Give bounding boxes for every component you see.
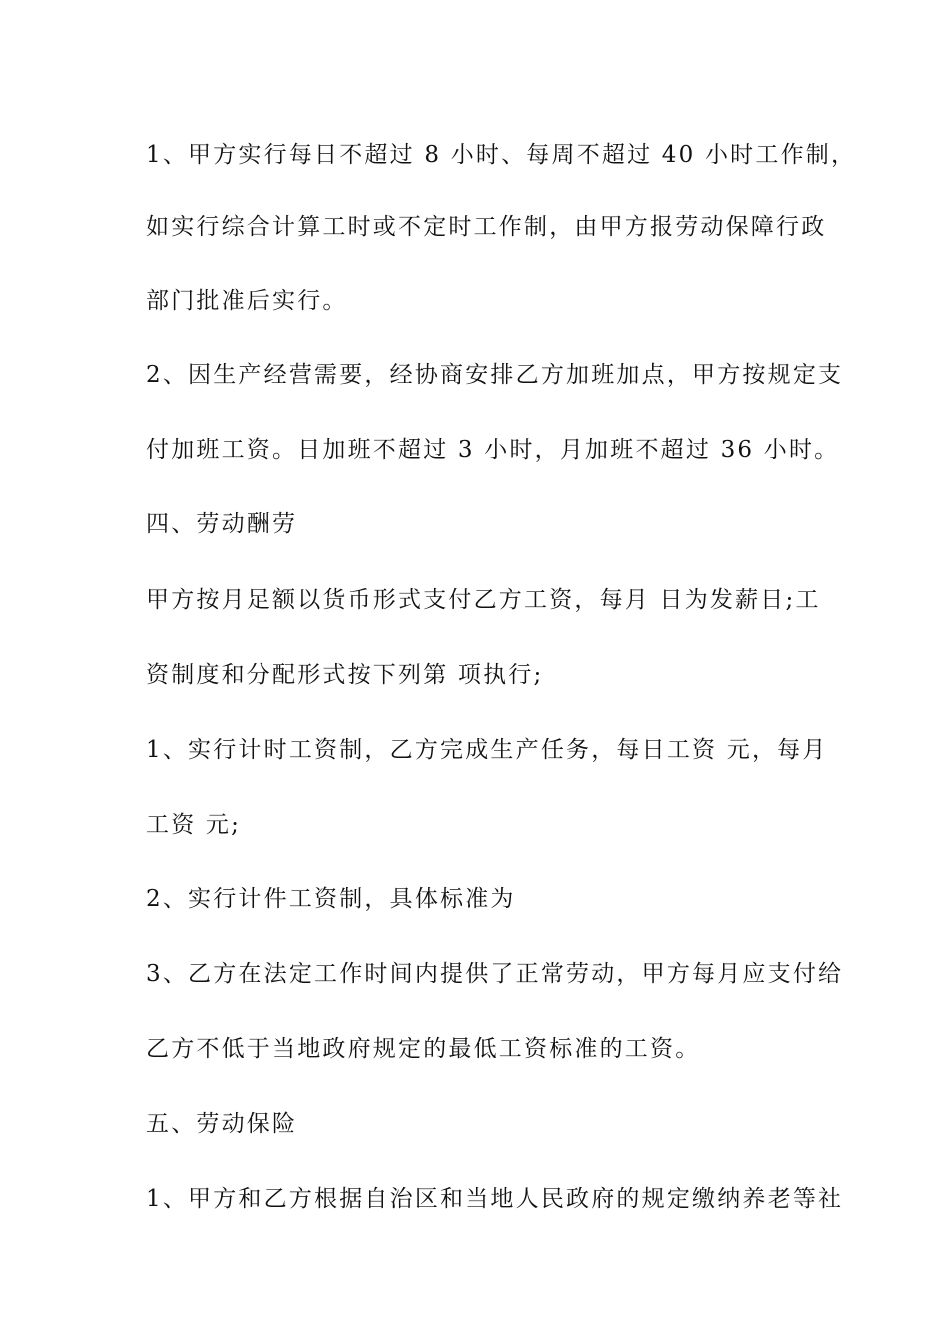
text-line-4: 2、因生产经营需要，经协商安排乙方加班加点，甲方按规定支 — [146, 362, 844, 388]
text-line-8: 资制度和分配形式按下列第 项执行; — [146, 662, 544, 688]
section-heading-labor-insurance: 五、劳动保险 — [146, 1111, 298, 1137]
text-line-3: 部门批准后实行。 — [146, 288, 348, 314]
text-line-13: 乙方不低于当地政府规定的最低工资标准的工资。 — [146, 1036, 701, 1062]
text-line-9: 1、实行计时工资制，乙方完成生产任务，每日工资 元，每月 — [146, 737, 828, 763]
text-line-2: 如实行综合计算工时或不定时工作制，由甲方报劳动保障行政 — [146, 214, 827, 240]
section-heading-labor-pay: 四、劳动酬劳 — [146, 511, 298, 537]
text-line-12: 3、乙方在法定工作时间内提供了正常劳动，甲方每月应支付给 — [146, 961, 844, 987]
text-line-10: 工资 元; — [146, 812, 242, 838]
text-line-15: 1、甲方和乙方根据自治区和当地人民政府的规定缴纳养老等社 — [146, 1186, 844, 1212]
text-line-11: 2、实行计件工资制，具体标准为 — [146, 886, 516, 912]
text-line-1: 1、甲方实行每日不超过 8 小时、每周不超过 40 小时工作制， — [146, 142, 857, 168]
text-line-5: 付加班工资。日加班不超过 3 小时，月加班不超过 36 小时。 — [146, 437, 840, 463]
text-line-7: 甲方按月足额以货币形式支付乙方工资，每月 日为发薪日;工 — [146, 587, 821, 613]
